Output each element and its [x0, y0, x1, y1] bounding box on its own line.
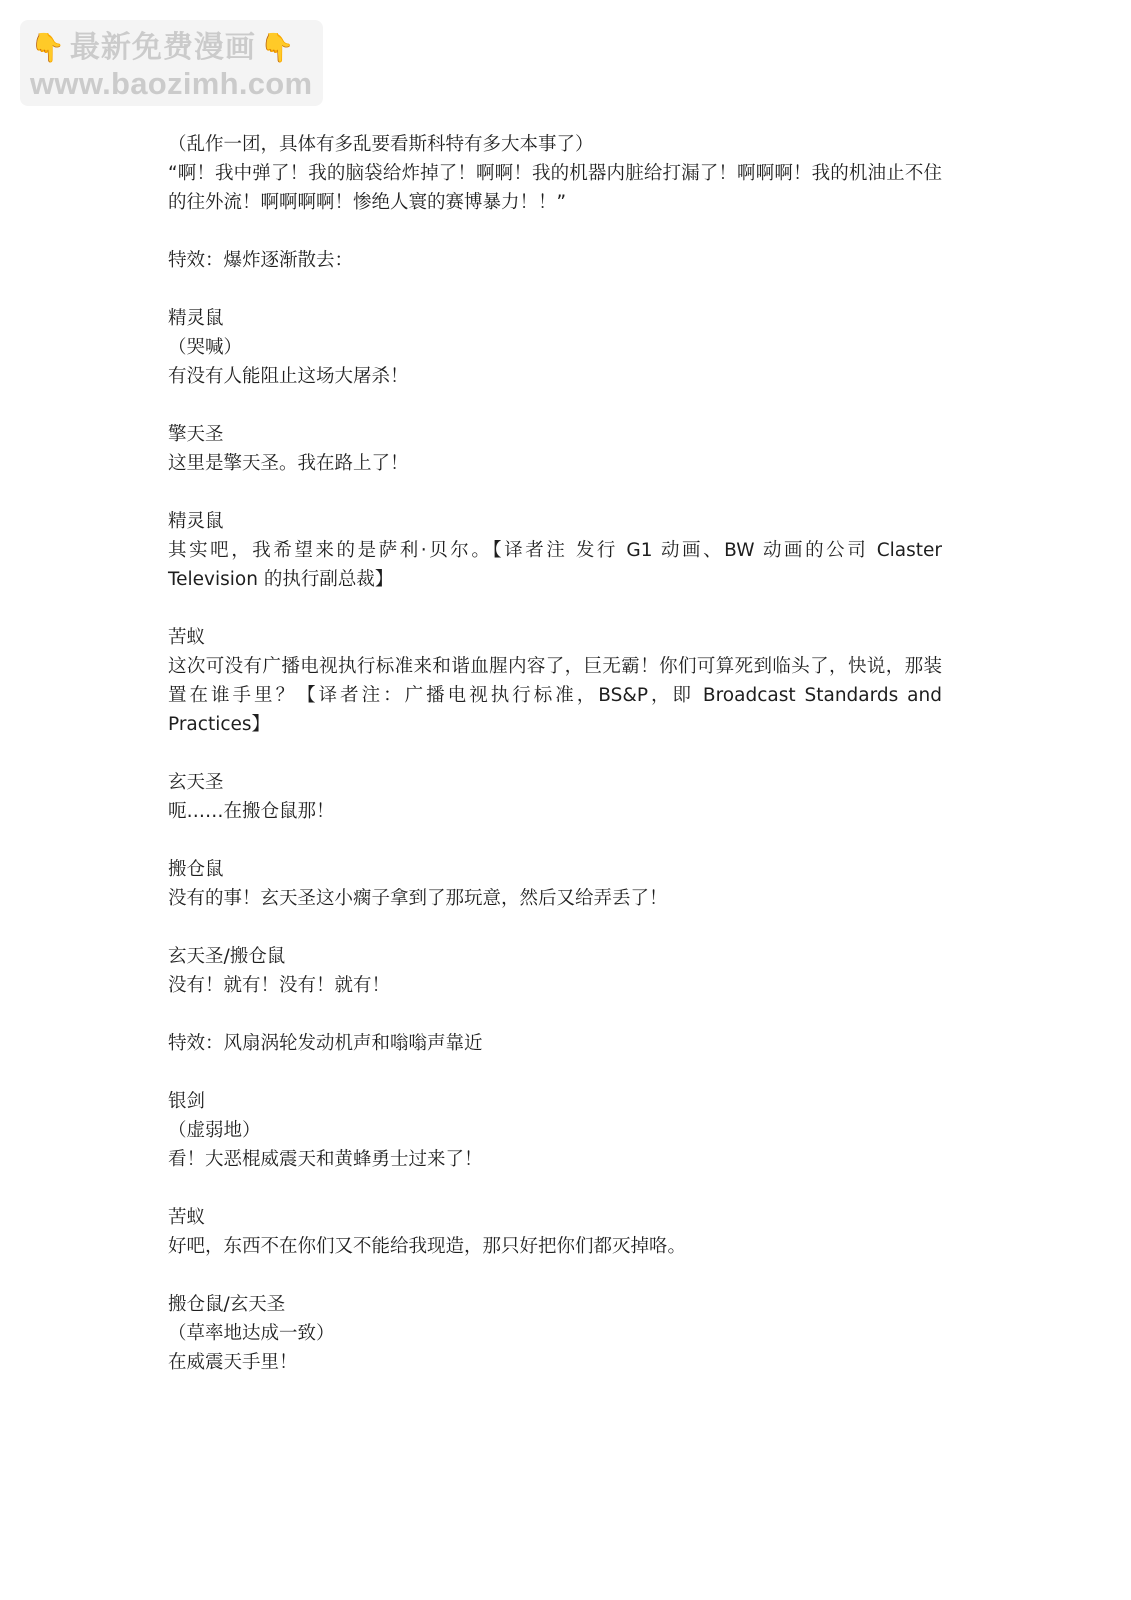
stage-direction: （草率地达成一致）	[168, 1323, 335, 1344]
dialogue-line: 这里是擎天圣。我在路上了！	[168, 453, 409, 474]
action-line: （乱作一团，具体有多乱要看斯科特有多大本事了）	[168, 134, 594, 155]
pointing-down-hand-icon: 👇	[30, 31, 66, 64]
watermark-url: www.baozimh.com	[30, 66, 313, 101]
pointing-down-hand-icon: 👇	[259, 31, 296, 64]
dialogue-line: 有没有人能阻止这场大屠杀！	[168, 366, 409, 387]
dialogue-line: “啊！我中弹了！我的脑袋给炸掉了！啊啊！我的机器内脏给打漏了！啊啊啊！我的机油止不住的往外流！啊啊啊啊！惨绝人寰的赛博暴力！！”	[168, 163, 942, 213]
watermark	[20, 20, 323, 106]
speaker-name: 银剑	[168, 1091, 206, 1112]
sound-effect-line: 特效：风扇涡轮发动机声和嗡嗡声靠近	[168, 1033, 483, 1054]
sound-effect-line: 特效：爆炸逐渐散去：	[168, 250, 354, 271]
dialogue-line: 呃……在搬仓鼠那！	[168, 801, 335, 822]
speaker-name: 擎天圣	[168, 424, 224, 445]
stage-direction: （哭喊）	[168, 337, 243, 358]
speaker-name: 苦蚁	[168, 627, 206, 648]
dialogue-line: 这次可没有广播电视执行标准来和谐血腥内容了，巨无霸！你们可算死到临头了，快说，那装置在谁手里？【译者注：广播电视执行标准，BS&P，即 Broadcast Standards and Practices】	[168, 656, 948, 735]
watermark-title: 最新免费漫画	[69, 30, 256, 65]
speaker-name: 搬仓鼠	[168, 859, 224, 880]
dialogue-line: 没有！就有！没有！就有！	[168, 975, 391, 996]
speaker-name: 玄天圣	[168, 772, 224, 793]
dialogue-line: 看！大恶棍威震天和黄蜂勇士过来了！	[168, 1149, 483, 1170]
dialogue-line: 没有的事！玄天圣这小瘸子拿到了那玩意，然后又给弄丢了！	[168, 888, 668, 909]
dialogue-line: 其实吧，我希望来的是萨利·贝尔。【译者注 发行 G1 动画、BW 动画的公司 Claster Television 的执行副总裁】	[168, 540, 948, 590]
speaker-name: 搬仓鼠/玄天圣	[168, 1294, 286, 1315]
speaker-name: 精灵鼠	[168, 511, 224, 532]
stage-direction: （虚弱地）	[168, 1120, 261, 1141]
watermark-title-row	[30, 28, 317, 68]
speaker-name: 苦蚁	[168, 1207, 206, 1228]
dialogue-line: 在威震天手里！	[168, 1352, 298, 1373]
speaker-name: 玄天圣/搬仓鼠	[168, 946, 286, 967]
screenplay-text	[168, 130, 948, 1377]
speaker-name: 精灵鼠	[168, 308, 224, 329]
dialogue-line: 好吧，东西不在你们又不能给我现造，那只好把你们都灭掉咯。	[168, 1236, 687, 1257]
